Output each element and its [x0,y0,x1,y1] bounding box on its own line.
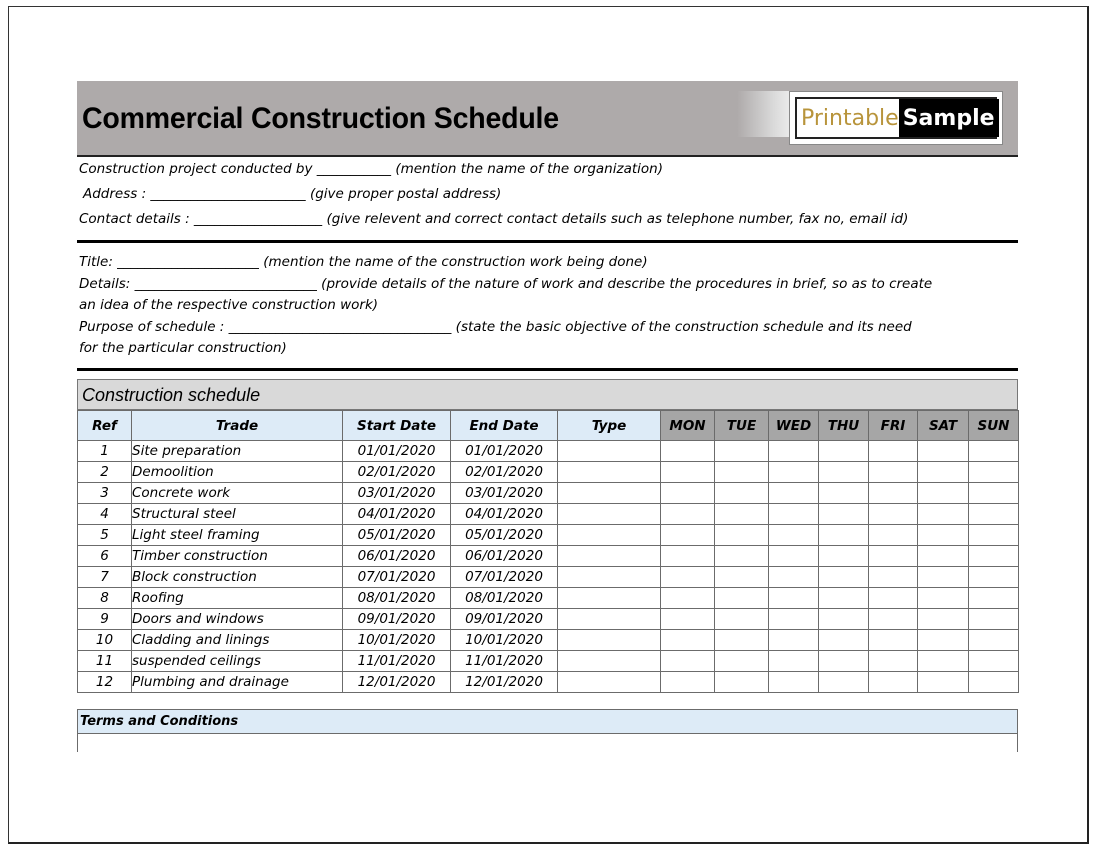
wed-cell[interactable] [769,588,819,609]
table-row [78,630,1019,651]
thu-cell[interactable] [819,462,869,483]
sat-cell[interactable] [918,504,969,525]
mon-cell[interactable] [661,630,715,651]
column-header-fri: FRI [869,411,918,441]
sun-cell[interactable] [969,609,1019,630]
end-date-cell[interactable]: 12/01/2020 [451,672,558,693]
fri-cell[interactable] [869,504,918,525]
ref-cell[interactable]: 10 [78,630,132,651]
table-row [78,651,1019,672]
mon-cell[interactable] [661,546,715,567]
trade-cell[interactable]: Cladding and linings [132,630,343,651]
trade-cell[interactable]: Concrete work [132,483,343,504]
trade-cell[interactable]: suspended ceilings [132,651,343,672]
table-row [78,672,1019,693]
start-date-cell[interactable]: 10/01/2020 [343,630,451,651]
mon-cell[interactable] [661,462,715,483]
type-cell[interactable] [558,441,661,462]
trade-cell[interactable]: Plumbing and drainage [132,672,343,693]
fri-cell[interactable] [869,525,918,546]
thu-cell[interactable] [819,672,869,693]
mon-cell[interactable] [661,483,715,504]
tue-cell[interactable] [715,504,769,525]
printable-sample-logo [789,91,1003,145]
sat-cell[interactable] [918,630,969,651]
sat-cell[interactable] [918,546,969,567]
sun-cell[interactable] [969,630,1019,651]
thu-cell[interactable] [819,651,869,672]
tue-cell[interactable] [715,546,769,567]
wed-cell[interactable] [769,462,819,483]
wed-cell[interactable] [769,651,819,672]
logo-text-printable: Printable [801,105,899,131]
conducted-by-line: Construction project conducted by ___________ (mention the name of the organization) [79,161,663,177]
table-header-row [78,411,1019,441]
start-date-cell[interactable]: 06/01/2020 [343,546,451,567]
mon-cell[interactable] [661,525,715,546]
thu-cell[interactable] [819,630,869,651]
title-line: Title: _____________________ (mention the name of the construction work being done) [79,254,648,270]
schedule-section-title: Construction schedule [77,379,1018,410]
mon-cell[interactable] [661,588,715,609]
trade-cell[interactable]: Site preparation [132,441,343,462]
document-title: Commercial Construction Schedule [82,102,559,135]
wed-cell[interactable] [769,504,819,525]
type-cell[interactable] [558,588,661,609]
start-date-cell[interactable]: 11/01/2020 [343,651,451,672]
divider [77,368,1018,371]
end-date-cell[interactable]: 08/01/2020 [451,588,558,609]
trade-cell[interactable]: Timber construction [132,546,343,567]
column-header-end-date: End Date [451,411,558,441]
mon-cell[interactable] [661,672,715,693]
ref-cell[interactable]: 12 [78,672,132,693]
mon-cell[interactable] [661,441,715,462]
sun-cell[interactable] [969,462,1019,483]
thu-cell[interactable] [819,483,869,504]
wed-cell[interactable] [769,567,819,588]
sun-cell[interactable] [969,546,1019,567]
table-row [78,546,1019,567]
wed-cell[interactable] [769,630,819,651]
fri-cell[interactable] [869,567,918,588]
end-date-cell[interactable]: 02/01/2020 [451,462,558,483]
mon-cell[interactable] [661,651,715,672]
table-row [78,525,1019,546]
thu-cell[interactable] [819,504,869,525]
mon-cell[interactable] [661,609,715,630]
tue-cell[interactable] [715,672,769,693]
tue-cell[interactable] [715,567,769,588]
mon-cell[interactable] [661,504,715,525]
contact-line: Contact details : ___________________ (give relevent and correct contact details such as telephone number, fax no, email id) [79,211,909,227]
sat-cell[interactable] [918,651,969,672]
fri-cell[interactable] [869,588,918,609]
sat-cell[interactable] [918,567,969,588]
end-date-cell[interactable]: 09/01/2020 [451,609,558,630]
fri-cell[interactable] [869,672,918,693]
table-row [78,567,1019,588]
end-date-cell[interactable]: 07/01/2020 [451,567,558,588]
start-date-cell[interactable]: 08/01/2020 [343,588,451,609]
sat-cell[interactable] [918,672,969,693]
start-date-cell[interactable]: 03/01/2020 [343,483,451,504]
end-date-cell[interactable]: 04/01/2020 [451,504,558,525]
wed-cell[interactable] [769,483,819,504]
divider [77,240,1018,243]
tue-cell[interactable] [715,609,769,630]
ref-cell[interactable]: 5 [78,525,132,546]
table-row [78,462,1019,483]
end-date-cell[interactable]: 05/01/2020 [451,525,558,546]
end-date-cell[interactable]: 06/01/2020 [451,546,558,567]
tue-cell[interactable] [715,588,769,609]
column-header-wed: WED [769,411,819,441]
type-cell[interactable] [558,672,661,693]
column-header-trade: Trade [132,411,343,441]
sat-cell[interactable] [918,609,969,630]
start-date-cell[interactable]: 04/01/2020 [343,504,451,525]
tue-cell[interactable] [715,630,769,651]
sun-cell[interactable] [969,567,1019,588]
type-cell[interactable] [558,462,661,483]
start-date-cell[interactable]: 01/01/2020 [343,441,451,462]
wed-cell[interactable] [769,441,819,462]
logo-decoration [737,91,797,137]
column-header-tue: TUE [715,411,769,441]
trade-cell[interactable]: Structural steel [132,504,343,525]
sun-cell[interactable] [969,588,1019,609]
tue-cell[interactable] [715,651,769,672]
schedule-table [77,410,1019,693]
tue-cell[interactable] [715,483,769,504]
ref-cell[interactable]: 11 [78,651,132,672]
mon-cell[interactable] [661,567,715,588]
column-header-start-date: Start Date [343,411,451,441]
start-date-cell[interactable]: 12/01/2020 [343,672,451,693]
wed-cell[interactable] [769,672,819,693]
end-date-cell[interactable]: 01/01/2020 [451,441,558,462]
sun-cell[interactable] [969,441,1019,462]
thu-cell[interactable] [819,609,869,630]
tue-cell[interactable] [715,441,769,462]
fri-cell[interactable] [869,462,918,483]
sun-cell[interactable] [969,651,1019,672]
thu-cell[interactable] [819,441,869,462]
terms-and-conditions-body[interactable] [77,734,1018,752]
trade-cell[interactable]: Block construction [132,567,343,588]
tue-cell[interactable] [715,525,769,546]
table-row [78,609,1019,630]
sun-cell[interactable] [969,483,1019,504]
logo-text-sample: Sample [899,99,999,137]
type-cell[interactable] [558,525,661,546]
details-line-cont: an idea of the respective construction work) [79,297,379,313]
purpose-line: Purpose of schedule : _________________________________ (state the basic objective of the construction schedule and its need [79,319,912,335]
thu-cell[interactable] [819,525,869,546]
type-cell[interactable] [558,609,661,630]
type-cell[interactable] [558,504,661,525]
trade-cell[interactable]: Light steel framing [132,525,343,546]
ref-cell[interactable]: 1 [78,441,132,462]
fri-cell[interactable] [869,483,918,504]
trade-cell[interactable]: Demoolition [132,462,343,483]
column-header-sun: SUN [969,411,1019,441]
ref-cell[interactable]: 2 [78,462,132,483]
address-line: Address : _______________________ (give proper postal address) [83,186,502,202]
sat-cell[interactable] [918,462,969,483]
wed-cell[interactable] [769,609,819,630]
ref-cell[interactable]: 4 [78,504,132,525]
type-cell[interactable] [558,483,661,504]
column-header-mon: MON [661,411,715,441]
sun-cell[interactable] [969,672,1019,693]
type-cell[interactable] [558,630,661,651]
start-date-cell[interactable]: 09/01/2020 [343,609,451,630]
fri-cell[interactable] [869,651,918,672]
column-header-thu: THU [819,411,869,441]
trade-cell[interactable]: Doors and windows [132,609,343,630]
fri-cell[interactable] [869,441,918,462]
sat-cell[interactable] [918,588,969,609]
purpose-line-cont: for the particular construction) [79,340,287,356]
ref-cell[interactable]: 6 [78,546,132,567]
title-banner [77,81,1018,157]
fri-cell[interactable] [869,630,918,651]
table-row [78,504,1019,525]
sat-cell[interactable] [918,525,969,546]
sat-cell[interactable] [918,441,969,462]
thu-cell[interactable] [819,588,869,609]
column-header-ref: Ref [78,411,132,441]
fri-cell[interactable] [869,609,918,630]
sat-cell[interactable] [918,483,969,504]
sun-cell[interactable] [969,525,1019,546]
type-cell[interactable] [558,546,661,567]
ref-cell[interactable]: 9 [78,609,132,630]
terms-and-conditions-header: Terms and Conditions [77,709,1018,734]
table-row [78,441,1019,462]
column-header-sat: SAT [918,411,969,441]
thu-cell[interactable] [819,567,869,588]
tue-cell[interactable] [715,462,769,483]
end-date-cell[interactable]: 11/01/2020 [451,651,558,672]
type-cell[interactable] [558,567,661,588]
type-cell[interactable] [558,651,661,672]
details-line: Details: ___________________________ (provide details of the nature of work and describe the procedures in brief, so as to create [79,276,933,292]
ref-cell[interactable]: 3 [78,483,132,504]
trade-cell[interactable]: Roofing [132,588,343,609]
start-date-cell[interactable]: 02/01/2020 [343,462,451,483]
end-date-cell[interactable]: 10/01/2020 [451,630,558,651]
wed-cell[interactable] [769,525,819,546]
ref-cell[interactable]: 8 [78,588,132,609]
fri-cell[interactable] [869,546,918,567]
column-header-type: Type [558,411,661,441]
end-date-cell[interactable]: 03/01/2020 [451,483,558,504]
thu-cell[interactable] [819,546,869,567]
wed-cell[interactable] [769,546,819,567]
table-row [78,588,1019,609]
ref-cell[interactable]: 7 [78,567,132,588]
sun-cell[interactable] [969,504,1019,525]
start-date-cell[interactable]: 05/01/2020 [343,525,451,546]
table-row [78,483,1019,504]
start-date-cell[interactable]: 07/01/2020 [343,567,451,588]
